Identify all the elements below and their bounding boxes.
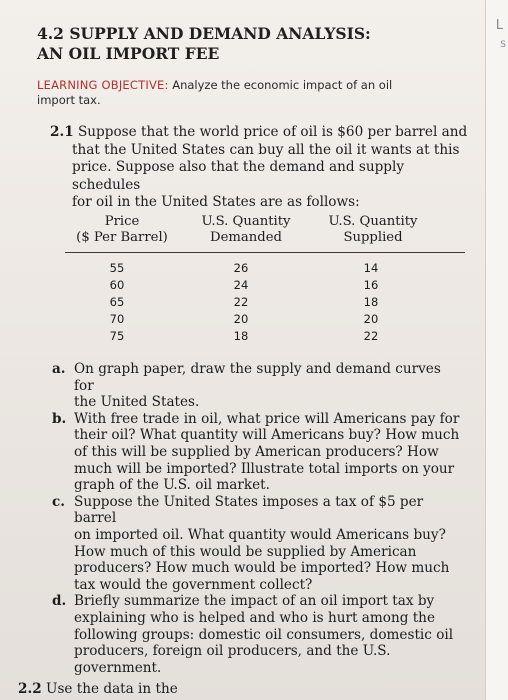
part-line: producers? How much would be imported? How much (74, 560, 450, 577)
header-line: U.S. Quantity (328, 214, 418, 229)
table-row (65, 329, 465, 346)
part-b (52, 411, 462, 494)
part-line: the United States. (74, 394, 200, 411)
header-line: Supplied (343, 230, 403, 245)
cell-supplied: 18 (363, 295, 379, 309)
cell-demanded: 22 (233, 295, 249, 309)
part-line: producers, foreign oil producers, and the U.S. government. (74, 643, 391, 676)
part-c (52, 494, 462, 594)
problem-line: for oil in the United States are as follows: (72, 194, 360, 210)
objective-text-cont: import tax. (37, 93, 101, 107)
part-line: much will be imported? Illustrate total imports on your (74, 460, 455, 477)
part-line: With free trade in oil, what price will Americans pay for (74, 410, 460, 427)
cell-demanded: 26 (233, 261, 249, 275)
cell-supplied: 20 (363, 312, 379, 326)
part-a (52, 361, 462, 411)
part-line: following groups: domestic oil consumers, domestic oil (74, 626, 454, 643)
section-title (37, 24, 371, 64)
cell-price: 75 (109, 329, 125, 343)
problem-line: that the United States can buy all the oil it wants at this (72, 141, 460, 158)
problem-number: 2.2 (18, 681, 42, 697)
part-d (52, 593, 462, 676)
cell-price: 55 (109, 261, 125, 275)
problem-number: 2.1 (50, 124, 74, 140)
cell-demanded: 24 (233, 278, 249, 292)
cell-price: 65 (109, 295, 125, 309)
column-header-supplied (317, 214, 429, 246)
learning-objective (37, 78, 457, 108)
header-line: Price (104, 214, 140, 229)
problem-parts (52, 361, 462, 676)
part-line: On graph paper, draw the supply and demand curves for (74, 361, 441, 394)
column-header-demanded (191, 214, 301, 246)
part-line: Briefly summarize the impact of an oil import tax by (74, 593, 435, 610)
cell-demanded: 18 (233, 329, 249, 343)
section-title-line: AN OIL IMPORT FEE (37, 44, 220, 63)
table-header (65, 214, 465, 253)
cell-price: 70 (109, 312, 125, 326)
objective-text: Analyze the economic impact of an oil (172, 78, 393, 92)
table-row (65, 261, 465, 278)
part-letter: b. (52, 410, 67, 427)
part-letter: d. (52, 593, 67, 610)
supply-demand-table (65, 214, 465, 353)
table-row (65, 295, 465, 312)
part-letter: a. (52, 361, 66, 377)
part-line: on imported oil. What quantity would Americans buy? (74, 526, 446, 543)
edge-letter-small: S (500, 40, 506, 50)
section-title-line: 4.2 SUPPLY AND DEMAND ANALYSIS: (37, 24, 371, 43)
part-line: of this will be supplied by American producers? How (74, 443, 439, 460)
part-line: How much of this would be supplied by American (74, 543, 417, 560)
column-header-price (72, 214, 172, 246)
edge-letter: L (495, 18, 503, 33)
problem-text: Use the data in the (45, 681, 178, 697)
problem-2-1 (50, 124, 470, 212)
cell-price: 60 (109, 278, 125, 292)
part-line: tax would the government collect? (74, 576, 313, 593)
part-line: their oil? What quantity will Americans buy? How much (74, 427, 460, 444)
header-line: U.S. Quantity (201, 214, 291, 229)
problem-2-2 (18, 681, 178, 698)
objective-label: LEARNING OBJECTIVE: (37, 78, 169, 92)
part-letter: c. (52, 493, 66, 510)
header-line: ($ Per Barrel) (76, 230, 168, 245)
cell-demanded: 20 (233, 312, 249, 326)
part-line: graph of the U.S. oil market. (74, 477, 270, 494)
problem-line: Suppose that the world price of oil is $60 per barrel and (77, 124, 468, 140)
header-line: Demanded (210, 230, 282, 245)
part-line: Suppose the United States imposes a tax of $5 per barrel (74, 493, 424, 527)
cell-supplied: 14 (363, 261, 379, 275)
table-row (65, 278, 465, 295)
cell-supplied: 22 (363, 329, 379, 343)
table-body (65, 253, 465, 353)
adjacent-page-edge (485, 0, 508, 700)
part-line: explaining who is helped and who is hurt among the (74, 609, 435, 626)
cell-supplied: 16 (363, 278, 379, 292)
table-row (65, 312, 465, 329)
problem-line: price. Suppose also that the demand and supply schedules (72, 159, 405, 193)
